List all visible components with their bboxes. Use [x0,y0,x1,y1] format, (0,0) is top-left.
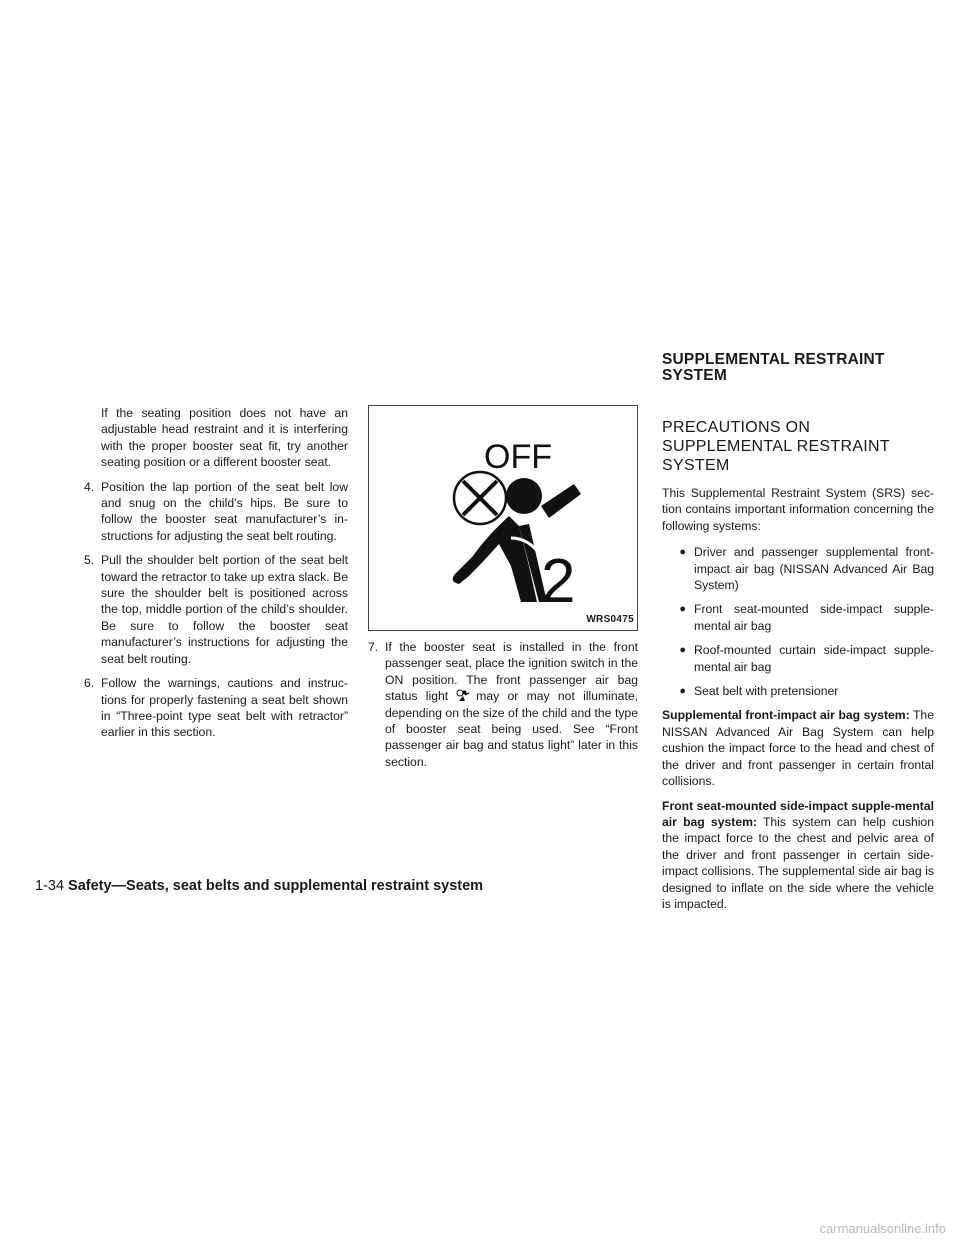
item-text: Position the lap portion of the seat belt low and snug on the child’s hips. Be sure to follow the booster seat manufacturer’s in-structions for adjusting the seat belt routing. [101,479,348,543]
bullet-icon: ● [679,644,686,657]
item-text-part: If the booster seat is installed in the front passenger seat, place the ignition switch in the ON position. The front passenger air bag status light [385,640,638,704]
intro-paragraph: This Supplemental Restraint System (SRS) sec-tion contains important information concerning the following systems: [662,486,934,533]
systems-list [662,544,934,699]
front-airbag-paragraph [662,707,934,789]
seat-number-label: 2 [541,547,576,616]
middle-column [368,405,638,778]
list-item [662,601,934,634]
bullet-text: Seat belt with pretensioner [694,684,839,699]
item-number: 4. [84,479,95,494]
airbag-off-illustration [369,406,637,630]
list-item [662,642,934,675]
intro-paragraph: If the seating position does not have an adjustable head restraint and it is interfering with the proper booster seat fit, try another seating position or a different booster seat. [101,406,348,470]
list-item [84,552,348,667]
list-item [368,639,638,770]
item-text-part: may or may not illuminate, depending on the size of the child and the type of booster seat being used. See “Front passenger air bag and status light” later in this section. [385,689,638,769]
subsection-title-line: PRECAUTIONS ON [662,419,811,436]
item-text: Pull the shoulder belt portion of the seat belt toward the retractor to take up extra slack. Be sure the shoulder belt is positioned across the top, middle portion of the child’s shoulder. Be sure to follow the booster seat manufacturer’s instructions for adjusting the seat belt routing. [101,553,348,666]
right-column [662,352,934,920]
bullet-icon: ● [679,603,686,616]
subsection-title-line: SYSTEM [662,457,730,474]
paragraph-text: This system can help cushion the impact force to the chest and pelvic area of the driver and front passenger in certain side-impact collisions. The supplemental side air bag is designed to inflate on the side where the vehicle is impacted. [662,814,934,911]
paragraph-lead: Front seat-mounted side-impact supple-mental air bag system: [662,798,934,829]
bullet-icon: ● [679,685,686,698]
paragraph-text: The NISSAN Advanced Air Bag System can help cushion the impact force to the head and chest of the driver and front passenger in certain frontal collisions. [662,708,934,789]
subsection-title-line: SUPPLEMENTAL RESTRAINT [662,438,890,455]
bullet-text: Driver and passenger supplemental front-impact air bag (NISSAN Advanced Air Bag System) [694,545,934,593]
section-title-line: SYSTEM [662,367,727,384]
bullet-text: Front seat-mounted side-impact supple-mental air bag [694,602,934,633]
bullet-icon: ● [679,546,686,559]
bullet-text: Roof-mounted curtain side-impact supple-mental air bag [694,643,934,674]
item-text [385,639,638,770]
item-text: Follow the warnings, cautions and instruc-tions for properly fastening a seat belt shown in “Three-point type seat belt with retractor” earlier in this section. [101,676,348,740]
left-column [84,405,348,749]
page-number: 1-34 [35,878,65,894]
list-item [662,683,934,699]
item-number: 6. [84,676,95,691]
watermark: carmanualsonline.info [819,1221,946,1236]
side-airbag-paragraph [662,798,934,913]
page-chapter-title: Safety—Seats, seat belts and supplemental restraint system [68,878,484,894]
airbag-status-light-icon [456,689,470,702]
page-footer [35,878,483,894]
list-item [662,544,934,593]
item-number: 5. [84,553,95,568]
list-item [84,479,348,545]
no-airbag-icon [454,472,506,524]
subsection-title [662,418,934,475]
section-title-line: SUPPLEMENTAL RESTRAINT [662,351,885,368]
paragraph-lead: Supplemental front-impact air bag system: [662,708,910,723]
figure-id: WRS0475 [586,613,634,625]
off-label: OFF [484,438,552,476]
airbag-off-figure [368,405,638,631]
item-number: 7. [368,640,379,654]
section-title [662,352,934,384]
list-item [84,675,348,741]
